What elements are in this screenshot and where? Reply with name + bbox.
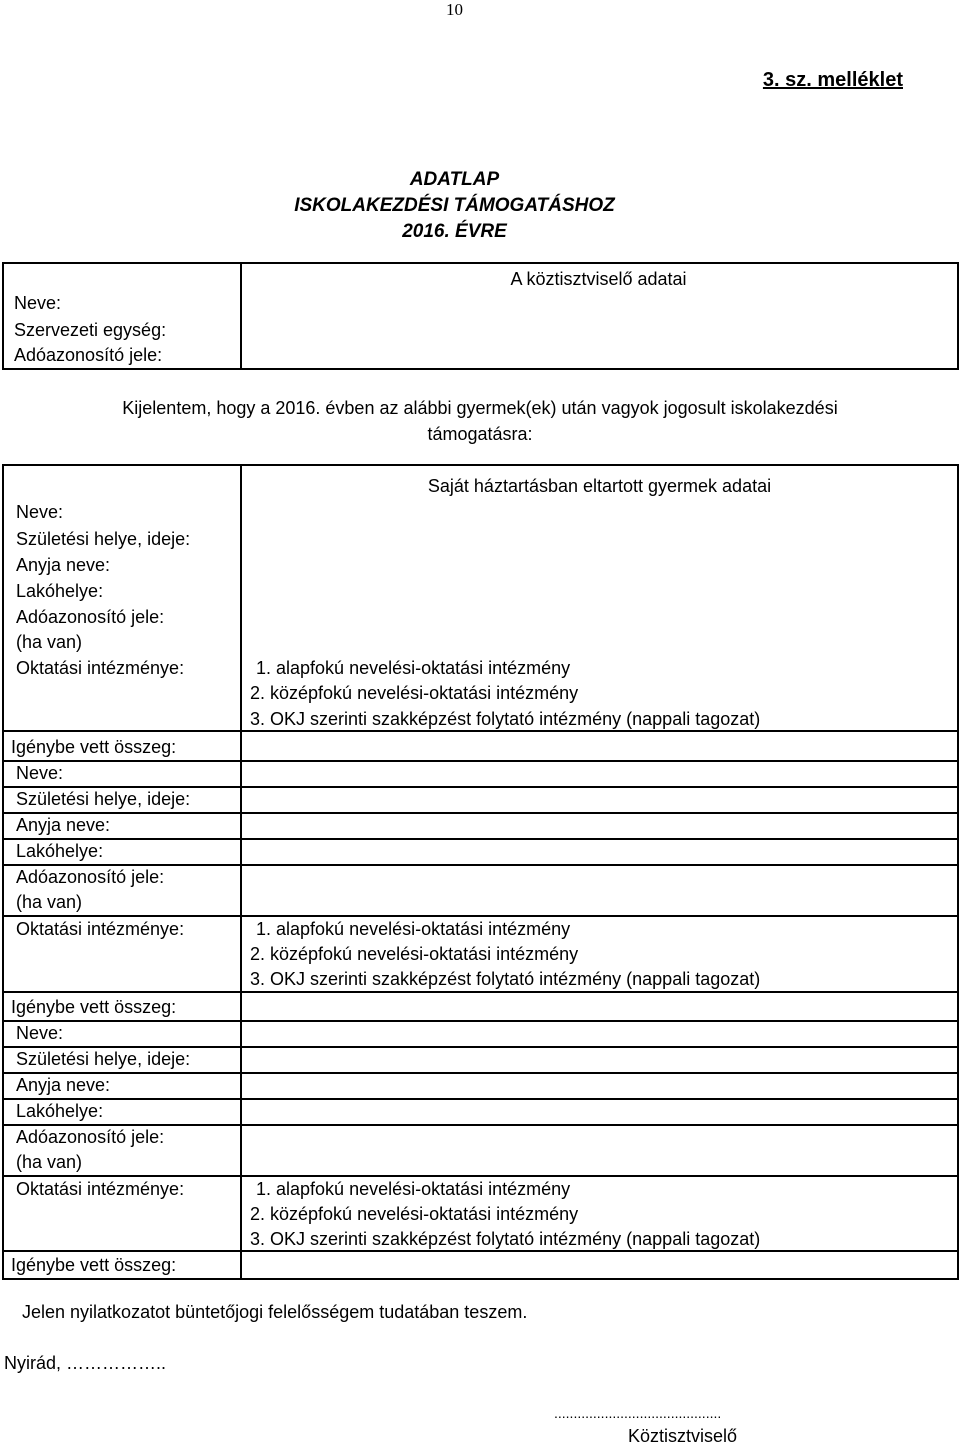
child-taxid-note: (ha van) bbox=[16, 892, 83, 912]
employee-name-label: Neve: bbox=[14, 293, 62, 313]
child-name-label: Neve: bbox=[16, 763, 64, 783]
institution-option: 1. alapfokú nevelési-oktatási intézmény bbox=[256, 919, 571, 939]
child-taxid-note: (ha van) bbox=[16, 632, 83, 652]
institution-option: 2. középfokú nevelési-oktatási intézmény bbox=[250, 1204, 579, 1224]
column-divider bbox=[240, 466, 242, 1278]
child-birth-label: Születési helye, ideje: bbox=[16, 1049, 191, 1069]
employee-unit-label: Szervezeti egység: bbox=[14, 320, 167, 340]
child-mother-label: Anyja neve: bbox=[16, 815, 111, 835]
institution-option: 2. középfokú nevelési-oktatási intézmény bbox=[250, 683, 579, 703]
place-date-line: Nyirád, …………….. bbox=[4, 1353, 167, 1373]
row-divider bbox=[4, 991, 957, 993]
page-number: 10 bbox=[446, 0, 463, 19]
child-institution-label: Oktatási intézménye: bbox=[16, 919, 185, 939]
child-taxid-label: Adóazonosító jele: bbox=[16, 1127, 165, 1147]
children-table-header: Saját háztartásban eltartott gyermek adatai bbox=[427, 476, 772, 496]
child-birth-label: Születési helye, ideje: bbox=[16, 789, 191, 809]
institution-option: 2. középfokú nevelési-oktatási intézmény bbox=[250, 944, 579, 964]
document-title bbox=[0, 167, 909, 245]
declaration-text bbox=[0, 395, 960, 447]
institution-option: 1. alapfokú nevelési-oktatási intézmény bbox=[256, 658, 571, 678]
row-divider bbox=[4, 1098, 957, 1100]
children-data-table bbox=[2, 464, 959, 1280]
child-institution-label: Oktatási intézménye: bbox=[16, 658, 185, 678]
child-institution-label: Oktatási intézménye: bbox=[16, 1179, 185, 1199]
row-divider bbox=[4, 812, 957, 814]
signature-line: ........................................... bbox=[554, 1405, 722, 1421]
child-amount-label: Igénybe vett összeg: bbox=[11, 737, 177, 757]
row-divider bbox=[4, 838, 957, 840]
child-birth-label: Születési helye, ideje: bbox=[16, 529, 191, 549]
row-divider bbox=[4, 1020, 957, 1022]
employee-taxid-label: Adóazonosító jele: bbox=[14, 345, 163, 365]
liability-statement: Jelen nyilatkozatot büntetőjogi felelősségem tudatában teszem. bbox=[22, 1302, 528, 1322]
child-residence-label: Lakóhelye: bbox=[16, 581, 104, 601]
employee-table-header: A köztisztviselő adatai bbox=[510, 269, 687, 289]
institution-option: 1. alapfokú nevelési-oktatási intézmény bbox=[256, 1179, 571, 1199]
child-residence-label: Lakóhelye: bbox=[16, 1101, 104, 1121]
child-amount-label: Igénybe vett összeg: bbox=[11, 1255, 177, 1275]
child-mother-label: Anyja neve: bbox=[16, 555, 111, 575]
row-divider bbox=[4, 760, 957, 762]
row-divider bbox=[4, 730, 957, 732]
declaration-line-2: támogatásra: bbox=[427, 424, 533, 444]
institution-option: 3. OKJ szerinti szakképzést folytató intézmény (nappali tagozat) bbox=[250, 969, 761, 989]
employee-data-table bbox=[2, 262, 959, 370]
signature-label: Köztisztviselő bbox=[628, 1426, 738, 1446]
child-residence-label: Lakóhelye: bbox=[16, 841, 104, 861]
institution-option: 3. OKJ szerinti szakképzést folytató intézmény (nappali tagozat) bbox=[250, 1229, 761, 1249]
employee-labels-column bbox=[4, 264, 242, 368]
title-line-2: ISKOLAKEZDÉSI TÁMOGATÁSHOZ bbox=[294, 195, 615, 216]
institution-option: 3. OKJ szerinti szakképzést folytató intézmény (nappali tagozat) bbox=[250, 709, 761, 729]
child-taxid-label: Adóazonosító jele: bbox=[16, 867, 165, 887]
title-line-3: 2016. ÉVRE bbox=[402, 221, 507, 242]
child-taxid-note: (ha van) bbox=[16, 1152, 83, 1172]
appendix-label: 3. sz. melléklet bbox=[762, 69, 903, 91]
child-taxid-label: Adóazonosító jele: bbox=[16, 607, 165, 627]
child-name-label: Neve: bbox=[16, 1023, 64, 1043]
declaration-line-1: Kijelentem, hogy a 2016. évben az alábbi gyermek(ek) után vagyok jogosult iskolakezdési bbox=[122, 398, 838, 418]
row-divider bbox=[4, 1072, 957, 1074]
child-mother-label: Anyja neve: bbox=[16, 1075, 111, 1095]
title-line-1: ADATLAP bbox=[409, 169, 500, 190]
child-name-label: Neve: bbox=[16, 502, 64, 522]
child-amount-label: Igénybe vett összeg: bbox=[11, 997, 177, 1017]
